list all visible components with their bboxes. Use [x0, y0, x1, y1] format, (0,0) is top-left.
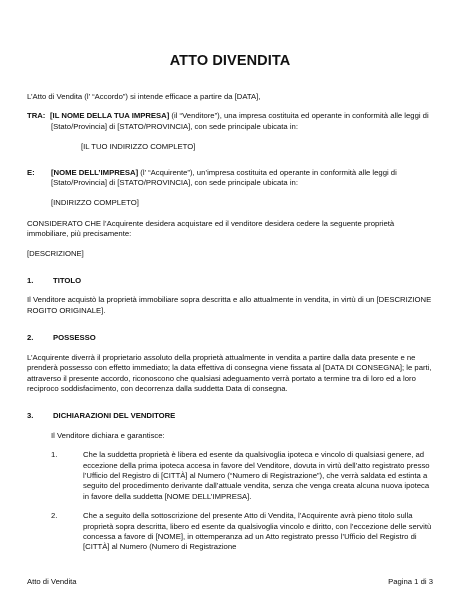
- section-3-lead: Il Venditore dichiara e garantisce:: [51, 430, 165, 440]
- seller-name: [IL NOME DELLA TUA IMPRESA]: [50, 111, 170, 121]
- section-2-heading: [27, 333, 437, 343]
- section-2-title: POSSESSO: [53, 333, 96, 343]
- section-3-number: 3.: [27, 411, 34, 421]
- list-item-number: 1.: [51, 450, 58, 460]
- seller-address: [IL TUO INDIRIZZO COMPLETO]: [81, 142, 196, 152]
- party-buyer-text: [51, 168, 437, 209]
- section-1-body: Il Venditore acquistò la proprietà immobiliare sopra descritta e allo attualmente in vendita, in virtù di un [DESCRIZIONE ROGITO ORIGINALE].: [27, 295, 432, 315]
- buyer-name: [NOME DELL’IMPRESA]: [51, 167, 139, 177]
- document-title: ATTO DIVENDITA: [169, 53, 291, 69]
- section-2-number: 2.: [27, 333, 34, 343]
- buyer-address: [INDIRIZZO COMPLETO]: [51, 198, 139, 208]
- party-seller-text: [51, 111, 437, 152]
- section-2-body: L’Acquirente diverrà il proprietario assoluto della proprietà attualmente in vendita a partire dalla data presente e ne prenderà possesso con effetto immediato; la data effettiva di consegna viene fissata al [DATA DI CONSEGNA]; le parti, attraverso il presente accordo, riconoscono che qualsiasi adeguamento verrà portato a termine tra di loro ed a loro reciproco soddisfacimento, con decorrenza dalla suddetta Data di consegna.: [27, 352, 432, 393]
- section-3-title: DICHIARAZIONI DEL VENDITORE: [53, 411, 176, 421]
- party-buyer: [27, 168, 437, 209]
- footer-document-name: Atto di Vendita: [27, 577, 77, 586]
- section-1-heading: [27, 276, 437, 286]
- description-placeholder: [DESCRIZIONE]: [27, 248, 84, 258]
- intro-paragraph: L’Atto di Vendita (l’ “Accordo”) si intende efficace a partire da [DATA],: [27, 92, 261, 101]
- document-body: [27, 92, 437, 553]
- list-item-text: Che a seguito della sottoscrizione del presente Atto di Vendita, l’Acquirente avrà pieno titolo sulla proprietà sopra descritta, libero ed esente da qualsivoglia vincolo e diritto, con l’eccezione delle servitù concessa a favore di [NOME], in ottemperanza ad un Atto registrato presso l’Ufficio del Registro di [CITTÀ] al Numero (Numero di Registrazione: [83, 511, 432, 552]
- section-1-title: TITOLO: [53, 276, 82, 286]
- list-item: [27, 511, 437, 553]
- list-item-number: 2.: [51, 511, 58, 521]
- party-seller-label: TRA:: [27, 111, 46, 121]
- footer-page-number: Pagina 1 di 3: [388, 577, 433, 586]
- considerato-paragraph: CONSIDERATO CHE l’Acquirente desidera acquistare ed il venditore desidera cedere la seguente proprietà immobiliare, più precisamente:: [27, 218, 395, 239]
- buyer-description: (l’ “Acquirente”), un’impresa costituita ed operante in conformità alle leggi di [Stato/Provincia] di [STATO/PROVINCIA], con sede principale ubicata in:: [51, 167, 397, 188]
- party-buyer-label: E:: [27, 167, 35, 177]
- section-1-number: 1.: [27, 276, 34, 286]
- seller-description: (il “Venditore”), una impresa costituita ed operante in conformità alle leggi di [Stato/Provincia] di [STATO/PROVINCIA], con sede principale ubicata in:: [51, 111, 429, 131]
- list-item: [27, 450, 437, 502]
- section-3-heading: [27, 411, 437, 421]
- list-item-text: Che la suddetta proprietà è libera ed esente da qualsivoglia ipoteca e vincolo di qualsiasi genere, ad eccezione della prima ipoteca accesa in favore del Venditore, dovuta in virtù dell’atto registrato presso l’Ufficio del Registro di [CITTÀ] al Numero (“Numero di Registrazione”), che verrà saldata ed estinta a seguito del procedimento derivante dall’attuale vendita, senza che venga creata alcuna nuova ipoteca in favore della suddetta [NOME DELL’IMPRESA].: [83, 450, 430, 501]
- page-footer: [27, 577, 433, 586]
- party-seller: [27, 111, 437, 152]
